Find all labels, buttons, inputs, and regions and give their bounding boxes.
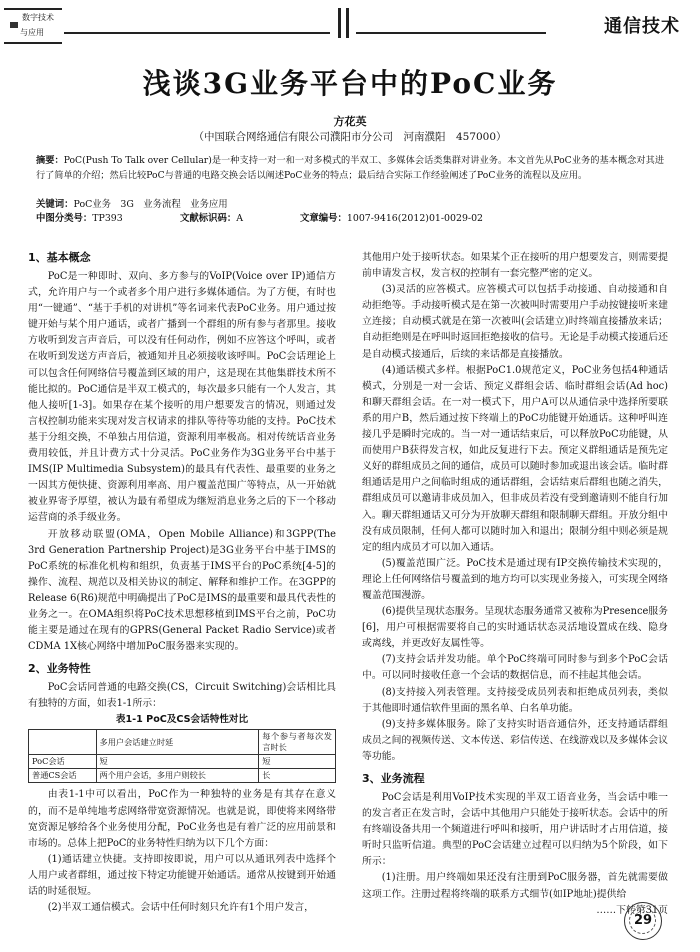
feature-6: (6)提供呈现状态服务。呈现状态服务通常又被称为Presence服务[6]，用户可根据需要将自己的实时通话状态灵活地设置成在线、隐身或离线，并更改好友属性等。 — [362, 606, 668, 650]
abstract-label: 摘要： — [36, 155, 64, 166]
s2-paragraph-2: 由表1-1中可以看出，PoC作为一种独特的业务是有其存在意义的，而不是单纯地考虑网络带宽资源情况。也就是说，即使将来网络带宽资源足够给各个业务使用分配，PoC业务也是有着广泛的应用前景和市场的。总体上把PoC的业务特性归纳为以下几个方面： — [28, 789, 336, 849]
feature-8: (8)支持接入列表管理。支持接受成员列表和拒绝成员列表，类似于其他即时通信软件里面的黑名单、白名单功能。 — [362, 686, 668, 714]
keywords-label: 关键词： — [36, 199, 74, 210]
table-header-cell: 多用户会话建立时延 — [96, 730, 259, 755]
keywords: PoC业务 3G 业务流程 业务应用 — [73, 199, 228, 210]
s2-paragraph-3: (1)通话建立快捷。支持即按即说，用户可以从通讯列表中选择个人用户或者群组，通过按下特定功能键开始通话。通常从按键到开始通话的时延很短。 — [28, 853, 336, 897]
table-cell: 长 — [259, 769, 336, 783]
header-rule-left — [64, 32, 330, 34]
logo-line-2: 与应用 — [20, 28, 44, 37]
section-2-heading: 2、业务特性 — [28, 662, 91, 676]
section-label: 通信技术 — [604, 16, 680, 37]
abstract — [36, 153, 664, 183]
header-bar-1 — [338, 8, 341, 38]
article-title: 浅谈3G业务平台中的PoC业务 — [142, 67, 558, 100]
table-cell: 两个用户会话，多用户则较长 — [96, 769, 259, 783]
article-no-label: 文章编号： — [300, 213, 347, 224]
s2-paragraph-1: PoC会话同普通的电路交换(CS，Circuit Switching)会话相比具有独特的方面，如表1-1所示： — [28, 682, 336, 710]
article-no: 1007-9416(2012)01-0029-02 — [346, 213, 484, 224]
table-header-cell — [29, 730, 97, 755]
abstract-text: PoC(Push To Talk over Cellular)是一种支持一对一和一对多模式的半双工、多媒体会话类集群对讲业务。本文首先从PoC业务的基本概念对其进行了简单的介绍；然后比较PoC与普通的电路交换会话以阐述PoC业务的特点；最后结合实际工作经验阐述了PoC业务的流程以及应用。 — [36, 155, 665, 181]
table-caption: 表1-1 PoC及CS会话特性对比 — [115, 714, 249, 726]
feature-4: (4)通话模式多样。根据PoC1.0规范定义，PoC业务包括4种通话模式，分别是一对一会话、预定义群组会话、临时群组会话(Ad hoc)和聊天群组会话。在一对一模式下，用户A可以从通信录中选择所要联系的用户B，然后通过按下终端上的PoC功能键开始通话。这种呼叫连接几乎是瞬时完成的。当一对一通话结束后，可以释放PoC功能键，从而使用户B获得发言权，如此反复进行下去。预定义群组通话是预先定义好的群组成员之间的通信，成员可以随时参加或退出该会话。临时群组通话是用户之间临时组成的通话群组，会话结束后群组也随之消失，群组成员可以邀请非成员加入，但非成员若没有受到邀请则不能自行加入。聊天群组通话又可分为开放聊天群组和限制聊天群组。开放分组中没有成员限制，任何人都可以随时加入和退出；限制分组中则必须是规定的组内成员才可以加入通话。 — [362, 364, 668, 553]
table-row — [29, 755, 336, 769]
header-bar-2 — [346, 8, 349, 38]
continued-paragraph: 其他用户处于接听状态。如果某个正在接听的用户想要发言，则需要提前申请发言权，发言权的控制有一套完整严密的定义。 — [362, 252, 668, 280]
page-number-badge — [624, 902, 662, 940]
feature-3: (3)灵活的应答模式。应答模式可以包括手动接通、自动接通和自动拒绝等。手动接听模式是在第一次被叫时需要用户手动按键接听来建立连接；自动模式就是在第一次被叫(会话建立)时终端直接播放来话；自动拒绝则是在呼叫时返回拒绝接收的信号。无论是手动模式接通后还是自动模式接通后，后续的来话都是直接播放。 — [362, 284, 668, 360]
classification-line — [36, 212, 664, 226]
feature-5: (5)覆盖范围广泛。PoC技术是通过现有IP交换传输技术实现的，理论上任何网络信号覆盖到的地方均可以实现业务接入，可实现全网络覆盖范围漫游。 — [362, 557, 668, 601]
section-3-heading: 3、业务流程 — [362, 772, 425, 785]
page-number: 29 — [633, 913, 653, 928]
s1-paragraph-1: PoC是一种即时、双向、多方参与的VoIP(Voice over IP)通信方式，允许用户与一个或者多个用户进行多媒体通信。为了方便，有时也用“一键通”、“基于手机的对讲机”等名词来代表PoC业务。用户通过按键开始与某个用户通话，或者广播到一个群组的所有参与者那里。接收方收听到发言声音后，可以没有任何动作，例如不应答这个呼叫，或者在收听到发送方声音后，被通知并且必须接收该呼叫。PoC会话理论上可以包含任何网络信号覆盖到区域的用户，这是现在其他集群技术所不能比拟的。PoC通信是半双工模式的，每次最多只能有一个人发言，其他人接听[1-3]。如果存在某个接听的用户想要发言的情况，则通过发言权控制功能来实现对发言权请求的排队等待等功能的支持。PoC技术基于分组交换，不单独占用信道，资源利用率极高。相对传统话音业务费用较低，并且计费方式十分灵活。PoC业务作为3G业务平台中基于IMS(IP Multimedia Subsystem)的最具有代表性、最重要的业务之一因其方便快捷、资源利用率高、用户覆盖范围广等特点，从一开始就被业界寄予厚望，被认为最有希望成为继短消息业务之后的下一个移动运营商的杀手级业务。 — [28, 271, 336, 524]
table-cell: 短 — [259, 755, 336, 769]
s2-paragraph-4: (2)半双工通信模式。会话中任何时刻只允许有1个用户发言， — [47, 902, 314, 914]
journal-logo — [4, 8, 62, 44]
doc-code-label: 文献标识码： — [180, 213, 237, 224]
doc-code: A — [236, 213, 244, 224]
comparison-table — [28, 729, 336, 783]
s1-paragraph-2: 开放移动联盟(OMA，Open Mobile Alliance)和3GPP(The 3rd Generation Partnership Project)是3G业务平台中基于IMS的PoC系统的标准化机构和组织，负责基于IMS平台的PoC系统[4-5]的操作、流程、规范以及相关协议的制定、解释和维护工作。在3GPP的Release 6(R6)规范中明确提出了PoC是IMS的最重要和最具代表性的业务之一。在OMA组织将PoC技术思想移植到IMS平台之前，PoC功能主要是通过在现有的GPRS(General Packet Radio Service)或者CDMA 1X核心网络中增加PoC服务器来实现的。 — [28, 528, 336, 653]
feature-7: (7)支持会话并发功能。单个PoC终端可同时参与到多个PoC会话中。可以同时接收任意一个会话的数据信息，而不挂起其他会话。 — [362, 654, 668, 682]
keywords-line — [36, 198, 664, 212]
author: 方花英 — [333, 115, 367, 128]
s3-paragraph-2: (1)注册。用户终端如果还没有注册到PoC服务器，首先就需要做这项工作。注册过程将终端的联系方式细节(如IP地址)提供给 — [362, 872, 668, 900]
logo-square-icon — [10, 22, 18, 28]
table-header-cell: 每个参与者每次发言时长 — [259, 730, 336, 755]
left-column — [28, 250, 336, 916]
header-rule-right — [356, 32, 546, 34]
table-cell: 普通CS会话 — [29, 769, 97, 783]
page-number-ring-icon — [629, 907, 656, 934]
clc-label: 中图分类号： — [36, 213, 93, 224]
right-column — [362, 250, 668, 919]
logo-line-1: 数字技术 — [22, 13, 54, 22]
continued-note: ……下转第31页 — [596, 904, 668, 916]
clc-code: TP393 — [92, 213, 123, 224]
table-cell: 短 — [96, 755, 259, 769]
table-header-row — [29, 730, 336, 755]
s3-paragraph-1: PoC会话是利用VoIP技术实现的半双工语音业务，当会话中唯一的发言者正在发言时，会话中其他用户只能处于接听状态。会话中的所有终端设备共用一个频道进行呼叫和接听，用户讲话时才占用信道，接听时只监听信道。典型的PoC会话建立过程可以归纳为5个阶段，如下所示： — [362, 792, 668, 868]
section-1-heading: 1、基本概念 — [28, 251, 91, 264]
table-row — [29, 769, 336, 783]
affiliation: （中国联合网络通信有限公司濮阳市分公司 河南濮阳 457000） — [193, 131, 507, 143]
table-cell: PoC会话 — [29, 755, 97, 769]
feature-9: (9)支持多媒体服务。除了支持实时语音通信外，还支持通话群组成员之间的视频传送、文本传送、彩信传送、在线游戏以及多媒体会议等功能。 — [362, 718, 668, 762]
page-header — [0, 0, 700, 50]
